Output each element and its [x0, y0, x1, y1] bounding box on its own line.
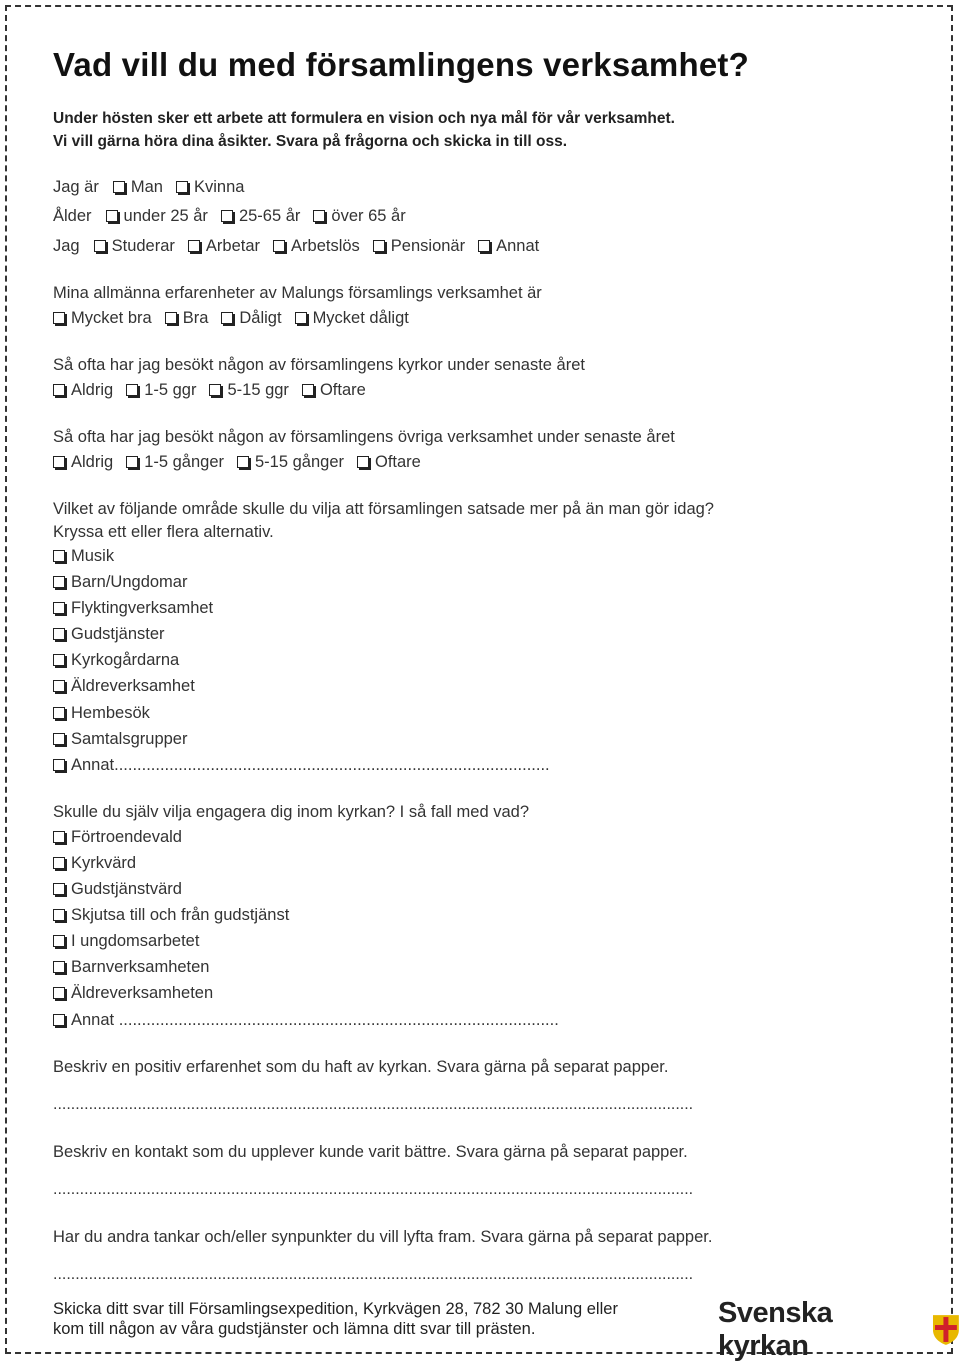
gender-option[interactable]: [176, 178, 244, 197]
option-label: Barn/Ungdomar: [71, 573, 188, 591]
occupation-option[interactable]: [273, 237, 360, 256]
option-label: Gudstjänster: [71, 625, 165, 643]
checkbox[interactable]: [113, 181, 125, 193]
checkbox[interactable]: [53, 384, 65, 396]
churches-option[interactable]: [209, 381, 288, 400]
option-label: Förtroendevald: [71, 828, 182, 846]
other-fill-line[interactable]: Annat...............................................................................................: [71, 756, 550, 774]
checkbox[interactable]: [357, 456, 369, 468]
option-label: Kvinna: [193, 178, 245, 196]
intro-line-2: Vi vill gärna höra dina åsikter. Svara på frågorna och skicka in till oss.: [53, 133, 568, 150]
experience-options: [53, 309, 422, 328]
checkbox[interactable]: [53, 680, 65, 692]
engage-item[interactable]: [53, 906, 289, 925]
checkbox[interactable]: [126, 456, 138, 468]
churches-option[interactable]: [302, 381, 366, 400]
age-row: [53, 207, 419, 226]
option-label: över 65 år: [331, 207, 406, 225]
checkbox[interactable]: [221, 210, 233, 222]
checkbox[interactable]: [237, 456, 249, 468]
age-option[interactable]: [221, 207, 300, 226]
option-label: Bra: [182, 309, 209, 327]
occupation-option[interactable]: [478, 237, 539, 256]
checkbox[interactable]: [53, 628, 65, 640]
areas-item[interactable]: [53, 573, 187, 592]
option-label: I ungdomsarbetet: [71, 932, 200, 950]
occupation-label: Jag: [53, 237, 80, 255]
occupation-row: [53, 237, 552, 256]
activities-question: Så ofta har jag besökt någon av församlingens övriga verksamhet under senaste året: [53, 428, 675, 446]
option-label: Mycket bra: [71, 309, 152, 327]
gender-label: Jag är: [53, 178, 99, 196]
areas-other[interactable]: [53, 756, 550, 775]
gender-row: [53, 178, 257, 197]
option-label: Samtalsgrupper: [71, 730, 188, 748]
churches-options: [53, 381, 379, 400]
option-label: 1-5 gånger: [144, 453, 224, 471]
experience-option[interactable]: [165, 309, 209, 328]
experience-option[interactable]: [295, 309, 409, 328]
activities-option[interactable]: [237, 453, 344, 472]
checkbox[interactable]: [53, 831, 65, 843]
checkbox[interactable]: [53, 987, 65, 999]
option-label: Mycket dåligt: [312, 309, 409, 327]
checkbox[interactable]: [478, 240, 490, 252]
areas-item[interactable]: [53, 547, 114, 566]
checkbox[interactable]: [94, 240, 106, 252]
option-label: Hembesök: [71, 704, 150, 722]
checkbox[interactable]: [176, 181, 188, 193]
checkbox[interactable]: [53, 733, 65, 745]
engage-item[interactable]: [53, 854, 136, 873]
engage-item[interactable]: [53, 958, 210, 977]
churches-option[interactable]: [126, 381, 196, 400]
checkbox[interactable]: [126, 384, 138, 396]
option-label: Skjutsa till och från gudstjänst: [71, 906, 290, 924]
contact-answer-line[interactable]: ................................................................................................................................................: [53, 1181, 694, 1198]
experience-option[interactable]: [221, 309, 281, 328]
checkbox[interactable]: [209, 384, 221, 396]
areas-hint: Kryssa ett eller flera alternativ.: [53, 523, 274, 541]
option-label: 25-65 år: [238, 207, 301, 225]
option-label: Aldrig: [71, 453, 114, 471]
areas-item[interactable]: [53, 625, 165, 644]
age-option[interactable]: [106, 207, 208, 226]
positive-question: Beskriv en positiv erfarenhet som du haft av kyrkan. Svara gärna på separat papper.: [53, 1058, 669, 1076]
checkbox[interactable]: [106, 210, 118, 222]
checkbox[interactable]: [295, 312, 307, 324]
engage-other[interactable]: [53, 1011, 559, 1030]
checkbox[interactable]: [53, 759, 65, 771]
checkbox[interactable]: [53, 550, 65, 562]
option-label: Dåligt: [239, 309, 282, 327]
experience-question: Mina allmänna erfarenheter av Malungs församlings verksamhet är: [53, 284, 542, 302]
checkbox[interactable]: [53, 909, 65, 921]
option-label: Pensionär: [390, 237, 466, 255]
option-label: Oftare: [319, 381, 366, 399]
engage-item[interactable]: [53, 932, 199, 951]
areas-item[interactable]: [53, 704, 150, 723]
checkbox[interactable]: [53, 654, 65, 666]
option-label: 5-15 gånger: [255, 453, 344, 471]
checkbox[interactable]: [188, 240, 200, 252]
checkbox[interactable]: [165, 312, 177, 324]
areas-item[interactable]: [53, 651, 179, 670]
option-label: Aldrig: [71, 381, 114, 399]
checkbox[interactable]: [53, 707, 65, 719]
areas-item[interactable]: [53, 599, 213, 618]
option-label: Arbetslös: [291, 237, 360, 255]
gender-option[interactable]: [113, 178, 163, 197]
option-label: Kyrkogårdarna: [71, 651, 180, 669]
areas-item[interactable]: [53, 730, 187, 749]
option-label: Annat: [496, 237, 540, 255]
footer-line-1: Skicka ditt svar till Församlingsexpedition, Kyrkvägen 28, 782 30 Malung eller: [53, 1300, 618, 1318]
option-label: Kyrkvärd: [71, 854, 137, 872]
checkbox[interactable]: [53, 857, 65, 869]
occupation-option[interactable]: [188, 237, 260, 256]
checkbox[interactable]: [53, 961, 65, 973]
svenska-kyrkan-logo: [718, 1297, 960, 1363]
checkbox[interactable]: [53, 312, 65, 324]
checkbox[interactable]: [221, 312, 233, 324]
page-title: Vad vill du med församlingens verksamhet?: [53, 46, 749, 83]
engage-item[interactable]: [53, 984, 213, 1003]
option-label: 1-5 ggr: [144, 381, 197, 399]
other-fill-line[interactable]: Annat ................................................................................................: [71, 1011, 559, 1029]
option-label: Äldreverksamhet: [71, 677, 195, 695]
option-label: Barnverksamheten: [71, 958, 210, 976]
thoughts-answer-line[interactable]: ................................................................................................................................................: [53, 1266, 694, 1283]
shield-icon: [932, 1314, 960, 1346]
option-label: Studerar: [111, 237, 175, 255]
logo-text: Svenska kyrkan: [718, 1297, 833, 1362]
occupation-option[interactable]: [373, 237, 465, 256]
activities-option[interactable]: [126, 453, 224, 472]
option-label: Oftare: [375, 453, 421, 471]
checkbox[interactable]: [53, 602, 65, 614]
checkbox[interactable]: [53, 576, 65, 588]
checkbox[interactable]: [373, 240, 385, 252]
activities-option[interactable]: [53, 453, 113, 472]
engage-item[interactable]: [53, 880, 182, 899]
age-label: Ålder: [53, 207, 92, 225]
thoughts-question: Har du andra tankar och/eller synpunkter du vill lyfta fram. Svara gärna på separat papper.: [53, 1228, 713, 1246]
option-label: 5-15 ggr: [227, 381, 289, 399]
churches-option[interactable]: [53, 381, 113, 400]
churches-question: Så ofta har jag besökt någon av församlingens kyrkor under senaste året: [53, 356, 585, 374]
option-label: Flyktingverksamhet: [71, 599, 214, 617]
option-label: Man: [130, 178, 163, 196]
option-label: under 25 år: [123, 207, 208, 225]
engage-question: Skulle du själv vilja engagera dig inom kyrkan? I så fall med vad?: [53, 803, 530, 821]
checkbox[interactable]: [53, 883, 65, 895]
checkbox[interactable]: [53, 1014, 65, 1026]
areas-item[interactable]: [53, 677, 195, 696]
checkbox[interactable]: [313, 210, 325, 222]
footer-line-2: kom till någon av våra gudstjänster och lämna ditt svar till prästen.: [53, 1320, 536, 1338]
checkbox[interactable]: [53, 935, 65, 947]
checkbox[interactable]: [53, 456, 65, 468]
option-label: Gudstjänstvärd: [71, 880, 182, 898]
contact-question: Beskriv en kontakt som du upplever kunde varit bättre. Svara gärna på separat papper.: [53, 1143, 688, 1161]
areas-question: Vilket av följande område skulle du vilja att församlingen satsade mer på än man gör idag?: [53, 500, 714, 518]
engage-item[interactable]: [53, 828, 182, 847]
checkbox[interactable]: [302, 384, 314, 396]
activities-option[interactable]: [357, 453, 421, 472]
experience-option[interactable]: [53, 309, 152, 328]
option-label: Arbetar: [205, 237, 261, 255]
occupation-option[interactable]: [94, 237, 175, 256]
age-option[interactable]: [313, 207, 405, 226]
positive-answer-line[interactable]: ................................................................................................................................................: [53, 1096, 694, 1113]
checkbox[interactable]: [273, 240, 285, 252]
option-label: Musik: [71, 547, 115, 565]
intro-line-1: Under hösten sker ett arbete att formulera en vision och nya mål för vår verksamhet.: [53, 110, 675, 127]
option-label: Äldreverksamheten: [71, 984, 214, 1002]
activities-options: [53, 453, 434, 472]
